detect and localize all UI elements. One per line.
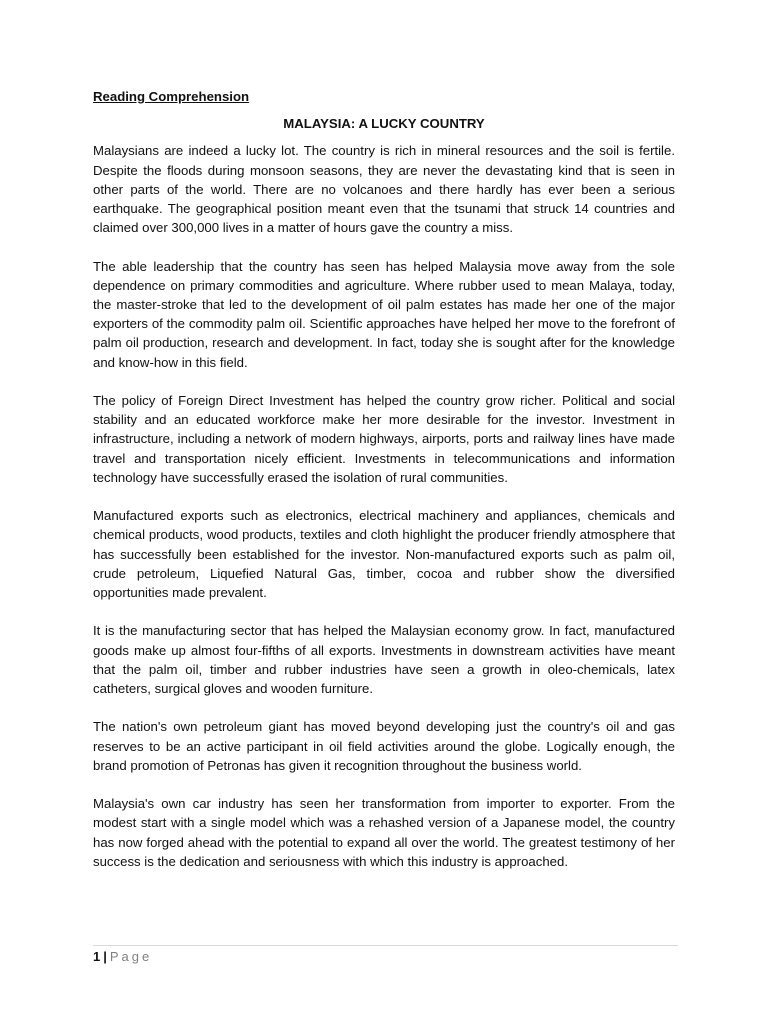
page-footer [93,945,678,966]
page-label: Page [109,949,153,964]
paragraph-5: It is the manufacturing sector that has helped the Malaysian economy grow. In fact, manufactured goods make up almost four-fifths of all exports. Investments in downstream activities have meant that the palm oil, timber and rubber industries have seen a growth in oleo-chemicals, latex catheters, surgical gloves and wooden furniture. [93,623,675,697]
paragraph-2: The able leadership that the country has seen has helped Malaysia move away from the sole dependence on primary commodities and agriculture. Where rubber used to mean Malaya, today, the master-stroke that led to the development of oil palm estates has made her one of the major exporters of the commodity palm oil. Scientific approaches have helped her move to the forefront of palm oil production, research and development. In fact, today she is sought after for the knowledge and know-how in this field. [93,258,675,370]
paragraph-4: Manufactured exports such as electronics, electrical machinery and appliances, chemicals and chemical products, wood products, textiles and cloth highlight the producer friendly atmosphere that has successfully been established for the investor. Non-manufactured exports such as palm oil, crude petroleum, Liquefied Natural Gas, timber, cocoa and rubber show the diversified opportunities made prevalent. [93,508,675,601]
paragraph-7: Malaysia's own car industry has seen her transformation from importer to exporter. From the modest start with a single model which was a rehashed version of a Japanese model, the country has now forged ahead with the potential to expand all over the world. The greatest testimony of her success is the dedication and seriousness with which this industry is approached. [93,796,675,869]
page-separator: | [103,949,107,964]
section-heading: Reading Comprehension [93,89,250,104]
document-title: MALAYSIA: A LUCKY COUNTRY [283,116,485,132]
paragraph-6: The nation's own petroleum giant has moved beyond developing just the country's oil and gas reserves to be an active participant in oil field activities around the globe. Logically enough, the brand promotion of Petronas has given it recognition throughout the business world. [93,719,675,773]
page-body [93,87,675,890]
paragraph-1: Malaysians are indeed a lucky lot. The country is rich in mineral resources and the soil is fertile. Despite the floods during monsoon seasons, they are never the devastating kind that is seen in other parts of the world. There are no volcanoes and there hardly has ever been a serious earthquake. The geographical position meant even that the tsunami that struck 14 countries and claimed over 300,000 lives in a matter of hours gave the country a miss. [93,143,675,236]
paragraph-3: The policy of Foreign Direct Investment has helped the country grow richer. Political and social stability and an educated workforce make her more desirable for the investor. Investment in infrastructure, including a network of modern highways, airports, ports and railway lines have made travel and transportation nicely efficient. Investments in telecommunications and information technology have successfully erased the isolation of rural communities. [93,393,675,485]
page-number: 1 [93,949,101,964]
